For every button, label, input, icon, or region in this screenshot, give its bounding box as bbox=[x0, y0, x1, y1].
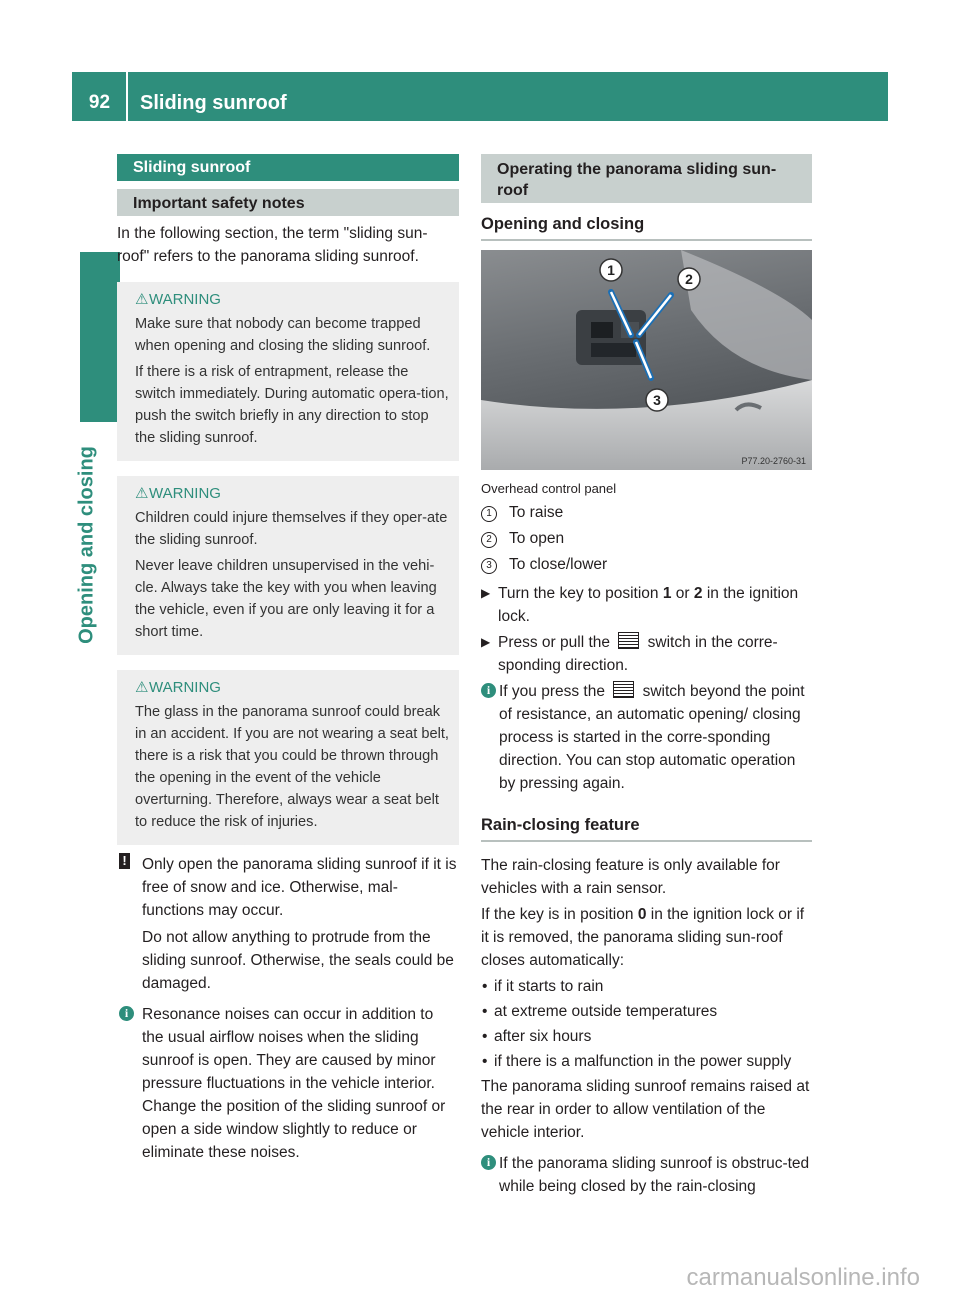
legend-item bbox=[481, 501, 812, 524]
instruction-step bbox=[481, 582, 812, 628]
paragraph: The panorama sliding sunroof remains raised at the rear in order to allow ventilation of the vehicle interior. bbox=[481, 1078, 810, 1141]
text: in the ignition lock or if it is removed, the panorama sliding sun-roof closes automatically: bbox=[481, 906, 805, 969]
overhead-panel-image bbox=[481, 250, 812, 470]
note-text: switch beyond the point of resistance, an automatic opening/ closing process is started in the corre-sponding direction. You can stop automatic operation by pressing again. bbox=[499, 683, 805, 792]
warning-label: WARNING bbox=[149, 291, 221, 308]
note-text: Do not allow anything to protrude from the sliding sunroof. Otherwise, the seals could be damaged. bbox=[142, 929, 454, 992]
left-column bbox=[117, 154, 459, 1164]
image-code: P77.20-2760-31 bbox=[741, 456, 806, 466]
legend-text: To open bbox=[509, 530, 565, 547]
subsection-heading: Important safety notes bbox=[117, 189, 459, 216]
subsection-heading: Operating the panorama sliding sun-roof bbox=[481, 154, 812, 203]
warning-icon: ⚠ bbox=[135, 485, 149, 502]
instruction-step bbox=[481, 631, 812, 677]
step-text: in the ignition lock. bbox=[498, 585, 799, 625]
caution-icon: ! bbox=[119, 853, 130, 869]
sub-heading: Rain-closing feature bbox=[481, 814, 812, 842]
warning-text: Children could injure themselves if they oper-ate the sliding sunroof. bbox=[135, 510, 448, 548]
warning-text: If there is a risk of entrapment, release the switch immediately. During automatic opera-tion, push the switch briefly in any direction to stop the sliding sunroof. bbox=[135, 364, 449, 446]
warning-text: The glass in the panorama sunroof could break in an accident. If you are not wearing a seat belt, there is a risk that you could be thrown through the opening in the event of the vehicle overturning. Therefore, always wear a seat belt to reduce the risk of injuries. bbox=[135, 704, 449, 830]
warning-text: Never leave children unsupervised in the vehi-cle. Always take the key with you when leaving the vehicle, even if you are only leaving it for a short time. bbox=[135, 558, 437, 640]
intro-paragraph: In the following section, the term "sliding sun-roof" refers to the panorama sliding sunroof. bbox=[117, 225, 428, 265]
paragraph: The rain-closing feature is only available for vehicles with a rain sensor. bbox=[481, 857, 780, 897]
legend-item bbox=[481, 553, 812, 576]
callout-3: 3 bbox=[653, 392, 661, 408]
list-item: • if it starts to rain bbox=[481, 975, 812, 998]
warning-label: WARNING bbox=[149, 485, 221, 502]
switch-icon bbox=[613, 681, 634, 698]
list-item: • after six hours bbox=[481, 1025, 812, 1048]
warning-icon: ⚠ bbox=[135, 291, 149, 308]
legend-number: 1 bbox=[481, 506, 497, 522]
step-text: Press or pull the bbox=[498, 634, 615, 651]
sub-heading: Opening and closing bbox=[481, 213, 812, 241]
caution-note bbox=[117, 853, 459, 995]
note-text: Only open the panorama sliding sunroof if it is free of snow and ice. Otherwise, mal-functions may occur. bbox=[142, 856, 457, 919]
list-item: • at extreme outside temperatures bbox=[481, 1000, 812, 1023]
warning-box bbox=[117, 670, 459, 845]
header-divider bbox=[126, 72, 128, 121]
sidebar-section-title: Opening and closing bbox=[75, 446, 98, 644]
legend-number: 2 bbox=[481, 532, 497, 548]
watermark: carmanualsonline.info bbox=[686, 1264, 920, 1291]
step-text: or bbox=[671, 585, 694, 602]
warning-box bbox=[117, 282, 459, 461]
section-heading: Sliding sunroof bbox=[117, 154, 459, 181]
info-icon: i bbox=[481, 683, 496, 698]
legend-item bbox=[481, 527, 812, 550]
legend-text: To raise bbox=[509, 504, 564, 521]
paragraph bbox=[481, 903, 812, 972]
info-icon: i bbox=[481, 1155, 496, 1170]
callout-2: 2 bbox=[685, 271, 693, 287]
info-icon: i bbox=[119, 1006, 134, 1021]
step-arrow-icon: ▶ bbox=[481, 586, 491, 600]
sidebar-tab bbox=[80, 252, 120, 422]
note-text: If you press the bbox=[499, 683, 610, 700]
note-text: Resonance noises can occur in addition to the usual airflow noises when the sliding sunroof is open. They are caused by minor pressure fluctuations in the vehicle interior. Change the position of the sliding sunroof or open a side window slightly to reduce or eliminate these noises. bbox=[142, 1006, 446, 1161]
right-column bbox=[481, 154, 812, 1198]
callout-1: 1 bbox=[607, 262, 615, 278]
header-title: Sliding sunroof bbox=[140, 92, 287, 114]
note-text: If the panorama sliding sunroof is obstruc-ted while being closed by the rain-closing bbox=[499, 1155, 810, 1195]
legend-text: To close/lower bbox=[509, 556, 608, 573]
warning-label: WARNING bbox=[149, 679, 221, 696]
overhead-panel-illustration bbox=[481, 250, 812, 470]
text: If the key is in position bbox=[481, 906, 638, 923]
switch-icon bbox=[618, 632, 639, 649]
key-position: 0 bbox=[637, 906, 647, 923]
warning-icon: ⚠ bbox=[135, 679, 149, 696]
step-text: Turn the key to position bbox=[498, 585, 663, 602]
list-item: • if there is a malfunction in the power supply bbox=[481, 1050, 812, 1073]
key-position: 1 bbox=[662, 585, 672, 602]
legend-number: 3 bbox=[481, 558, 497, 574]
info-note bbox=[117, 1003, 459, 1164]
info-note bbox=[481, 1152, 812, 1198]
key-position: 2 bbox=[693, 585, 703, 602]
image-caption: Overhead control panel bbox=[481, 481, 617, 496]
page-header bbox=[72, 72, 888, 121]
step-text: switch in the corre-sponding direction. bbox=[498, 634, 778, 674]
info-note bbox=[481, 680, 812, 795]
page-number: 92 bbox=[88, 92, 111, 113]
warning-box bbox=[117, 476, 459, 655]
step-arrow-icon: ▶ bbox=[481, 635, 491, 649]
warning-text: Make sure that nobody can become trapped when opening and closing the sliding sunroof. bbox=[135, 316, 431, 354]
